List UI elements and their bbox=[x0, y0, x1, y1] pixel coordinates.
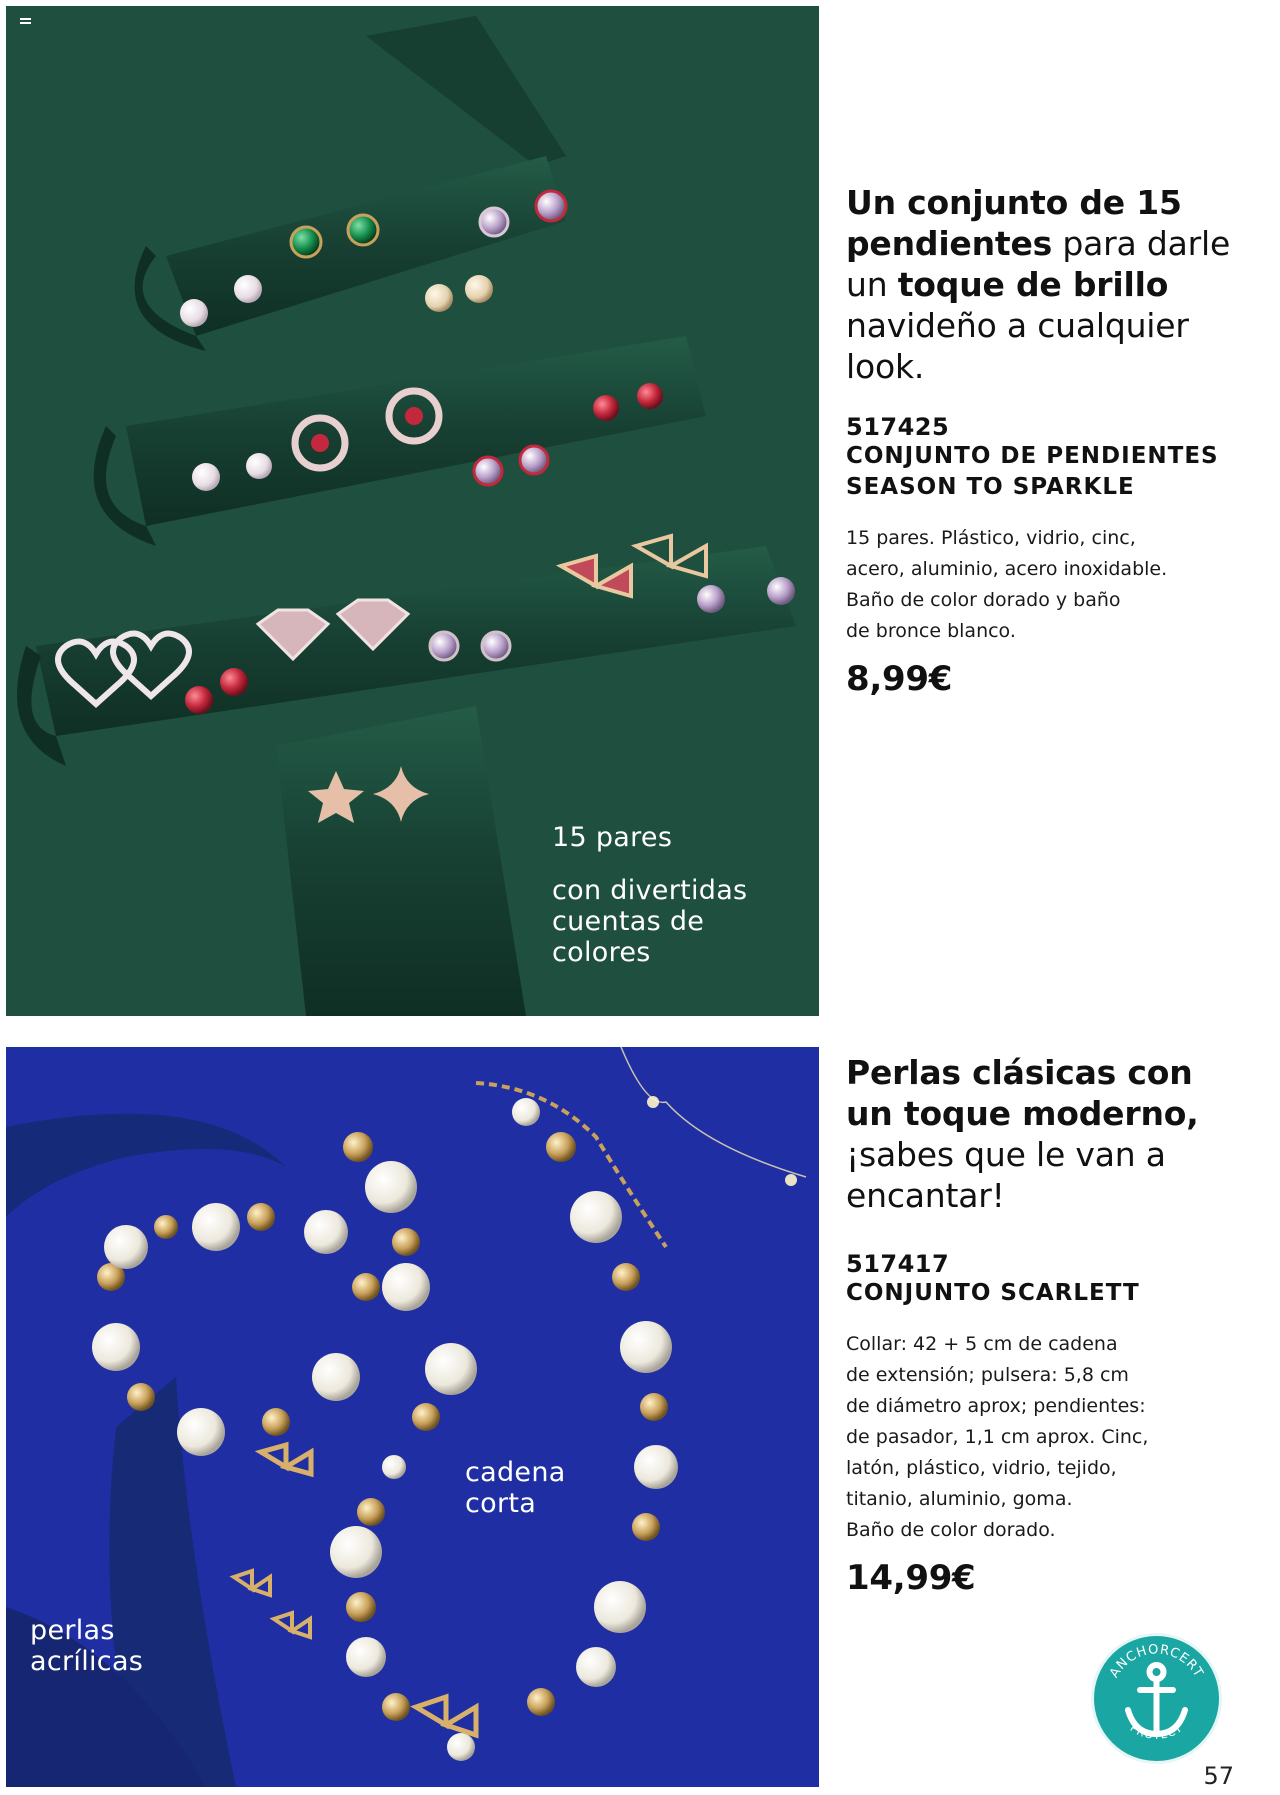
caption-pearls bbox=[30, 1615, 143, 1677]
page-number: 57 bbox=[1203, 1762, 1234, 1790]
description-line: acero, aluminio, acero inoxidable. bbox=[846, 558, 1168, 580]
caption-beads-line: cuentas de bbox=[552, 906, 705, 937]
headline-part: Un conjunto de 15 pendientes bbox=[846, 183, 1182, 263]
description-line: Collar: 42 + 5 cm de cadena bbox=[846, 1333, 1118, 1355]
caption-chain-line: corta bbox=[465, 1488, 537, 1519]
pearl-set-photo bbox=[6, 1047, 819, 1787]
caption-beads-line: colores bbox=[552, 937, 651, 968]
anchorcert-badge bbox=[1090, 1632, 1223, 1765]
product1-name-line: SEASON TO SPARKLE bbox=[846, 474, 1135, 500]
product2-headline bbox=[846, 1052, 1246, 1216]
product2-copy bbox=[846, 1052, 1246, 1598]
description-line: de diámetro aprox; pendientes: bbox=[846, 1395, 1146, 1417]
headline-part: Perlas clásicas con un toque moderno, bbox=[846, 1053, 1199, 1133]
badge-top-text: ANCHORCERT bbox=[1106, 1642, 1207, 1681]
headline-part: para darle un bbox=[846, 224, 1231, 304]
product1-headline bbox=[846, 182, 1246, 387]
product1-code: 517425 bbox=[846, 413, 950, 441]
product1-price: 8,99€ bbox=[846, 659, 953, 699]
product1-copy bbox=[846, 182, 1246, 699]
caption-chain bbox=[465, 1457, 566, 1519]
description-line: Baño de color dorado y baño bbox=[846, 589, 1121, 611]
earrings-illustration bbox=[6, 6, 819, 1016]
caption-pearls-line: perlas bbox=[30, 1615, 115, 1646]
product1-name-line: CONJUNTO DE PENDIENTES bbox=[846, 443, 1219, 469]
description-line: titanio, aluminio, goma. bbox=[846, 1488, 1073, 1510]
description-line: latón, plástico, vidrio, tejido, bbox=[846, 1457, 1117, 1479]
description-line: de bronce blanco. bbox=[846, 620, 1016, 642]
description-line: de extensión; pulsera: 5,8 cm bbox=[846, 1364, 1129, 1386]
caption-pairs: 15 pares bbox=[552, 822, 673, 853]
product2-name: CONJUNTO SCARLETT bbox=[846, 1280, 1140, 1306]
menu-icon[interactable] bbox=[20, 18, 31, 26]
caption-pearls-line: acrílicas bbox=[30, 1646, 144, 1677]
description-line: 15 pares. Plástico, vidrio, cinc, bbox=[846, 527, 1136, 549]
headline-part: ¡sabes que le van a encantar! bbox=[846, 1135, 1166, 1215]
headline-part: toque de brillo bbox=[897, 265, 1169, 304]
headline-part: navideño a cualquier look. bbox=[846, 306, 1189, 386]
caption-beads-line: con divertidas bbox=[552, 875, 748, 906]
caption-beads bbox=[552, 875, 747, 968]
product2-code: 517417 bbox=[846, 1250, 950, 1278]
product2-description bbox=[846, 1329, 1246, 1546]
badge-bottom-text: PROTECT bbox=[1127, 1721, 1186, 1742]
product1-description bbox=[846, 523, 1246, 647]
description-line: Baño de color dorado. bbox=[846, 1519, 1056, 1541]
caption-chain-line: cadena bbox=[465, 1457, 566, 1488]
product2-price: 14,99€ bbox=[846, 1558, 976, 1598]
description-line: de pasador, 1,1 cm aprox. Cinc, bbox=[846, 1426, 1149, 1448]
earrings-photo bbox=[6, 6, 819, 1016]
